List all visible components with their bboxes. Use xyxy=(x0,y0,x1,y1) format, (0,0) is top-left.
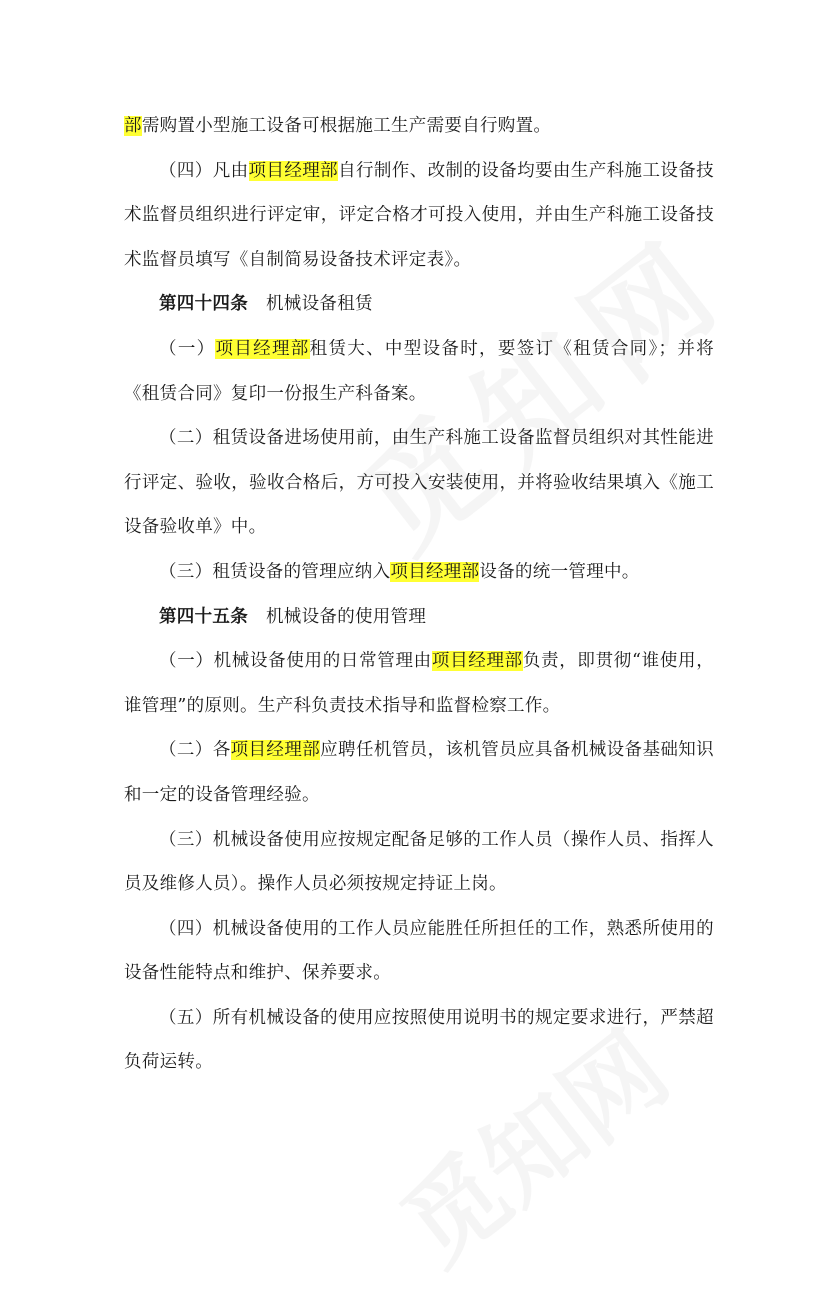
paragraph: （五）所有机械设备的使用应按照使用说明书的规定要求进行，严禁超负荷运转。 xyxy=(124,1007,714,1073)
paragraph: （一）机械设备使用的日常管理由项目经理部负责，即贯彻“谁使用，谁管理”的原则。生产科负责技术指导和监督检察工作。 xyxy=(124,651,715,716)
paragraph: （二）各项目经理部应聘任机管员，该机管员应具备机械设备基础知识和一定的设备管理经验。 xyxy=(124,740,714,805)
paragraph: （四）凡由项目经理部自行制作、改制的设备均要由生产科施工设备技术监督员组织进行评定审，评定合格才可投入使用，并由生产科施工设备技术监督员填写《自制简易设备技术评定表》。 xyxy=(124,160,714,270)
article-heading xyxy=(124,595,714,640)
highlighted-term: 项目经理部 xyxy=(215,338,310,359)
article-heading xyxy=(124,282,714,327)
article-number: 第四十五条 xyxy=(159,606,248,627)
article-number: 第四十四条 xyxy=(159,294,248,315)
paragraph: （二）租赁设备进场使用前，由生产科施工设备监督员组织对其性能进行评定、验收，验收合格后，方可投入安装使用，并将验收结果填入《施工设备验收单》中。 xyxy=(124,428,714,538)
highlighted-term: 项目经理部 xyxy=(230,740,321,761)
paragraph: （三）机械设备使用应按规定配备足够的工作人员（操作人员、指挥人员及维修人员）。操作人员必须按规定持证上岗。 xyxy=(124,829,714,895)
paragraph: 部需购置小型施工设备可根据施工生产需要自行购置。 xyxy=(124,116,552,136)
paragraph: （四）机械设备使用的工作人员应能胜任所担任的工作，熟悉所使用的设备性能特点和维护、保养要求。 xyxy=(124,918,714,984)
document-body xyxy=(124,104,714,1085)
article-title: 机械设备的使用管理 xyxy=(266,606,427,627)
paragraph: （一）项目经理部租赁大、中型设备时，要签订《租赁合同》；并将《租赁合同》复印一份报生产科备案。 xyxy=(124,338,715,404)
highlighted-term: 项目经理部 xyxy=(390,561,480,582)
article-title: 机械设备租赁 xyxy=(266,294,373,315)
highlighted-term: 项目经理部 xyxy=(248,160,339,181)
highlighted-term: 项目经理部 xyxy=(431,651,523,672)
paragraph: （三）租赁设备的管理应纳入项目经理部设备的统一管理中。 xyxy=(159,561,640,582)
highlighted-term: 部 xyxy=(124,116,142,136)
